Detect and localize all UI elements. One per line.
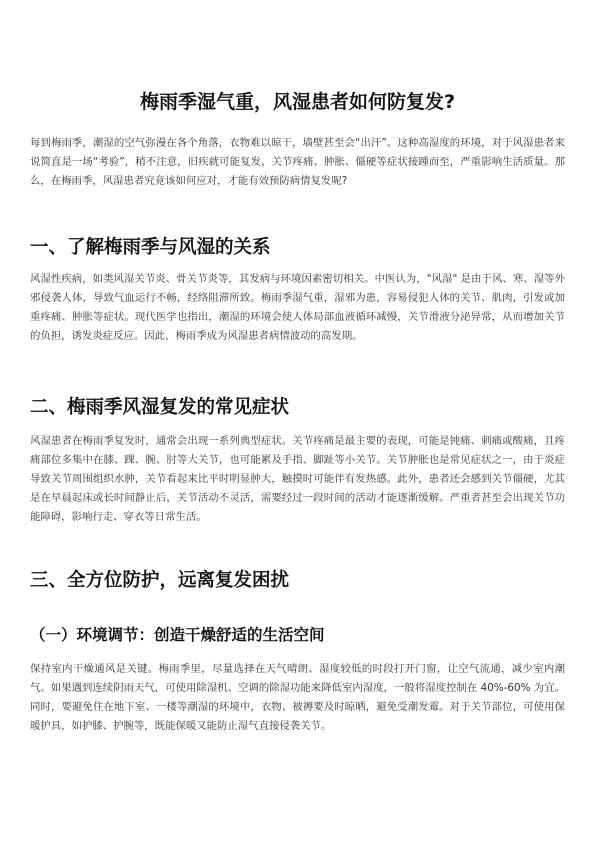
document-title: 梅雨季湿气重，风湿患者如何防复发? [139,91,456,113]
section-2-heading: 二、梅雨季风湿复发的常见症状 [30,397,290,418]
section-1-paragraph: 风湿性疾病，如类风湿关节炎、骨关节炎等，其发病与环境因素密切相关。中医认为，"风湿" 是由于风、寒、湿等外邪侵袭人体，导致气血运行不畅，经络阻滞所致。梅雨季湿气重，湿邪为患，容易侵犯人体的关节、肌肉，引发或加重疼痛、肿胀等症状。现代医学也指出，潮湿的环境会使人体局部血液循环减慢，关节滑液分泌异常，从而增加关节的负担，诱发炎症反应。因此，梅雨季成为风湿患者病情波动的高发期。 [30,273,565,342]
section-3-subheading: （一）环境调节：创造干燥舒适的生活空间 [30,626,325,644]
intro-paragraph: 每到梅雨季，潮湿的空气弥漫在各个角落，衣物难以晾干，墙壁甚至会“出汗”。这种高湿度的环境，对于风湿患者来说简直是一场“考验”，稍不注意，旧疾就可能复发，关节疼痛、肿胀、僵硬等症状接踵而至，严重影响生活质量。那么，在梅雨季，风湿患者究竟该如何应对，才能有效预防病情复发呢? [30,137,565,187]
section-2-paragraph: 风湿患者在梅雨季复发时，通常会出现一系列典型症状。关节疼痛是最主要的表现，可能是钝痛、刺痛或酸痛，且疼痛部位多集中在膝、踝、腕、肘等大关节，也可能累及手指、脚趾等小关节。关节肿胀也是常见症状之一，由于炎症导致关节周围组织水肿，关节看起来比平时明显肿大，触摸时可能伴有发热感。此外，患者还会感到关节僵硬，尤其是在早晨起床或长时间静止后，关节活动不灵活，需要经过一段时间的活动才能逐渐缓解。严重者甚至会出现关节功能障碍，影响行走、穿衣等日常生活。 [30,435,565,523]
section-3-heading: 三、全方位防护，远离复发困扰 [30,570,290,591]
section-3-paragraph: 保持室内干燥通风是关键。梅雨季里，尽量选择在天气晴朗、湿度较低的时段打开门窗，让空气流通，减少室内潮气。如果遇到连续阴雨天气，可使用除湿机、空调的除湿功能来降低室内湿度，一般将湿度控制在 40%-60% 为宜。同时，要避免住在地下室、一楼等潮湿的环境中，衣物、被褥要及时晾晒，避免受潮发霉。对于关节部位，可使用保暖护具，如护膝、护腕等，既能保暖又能防止湿气直接侵袭关节。 [30,663,565,732]
section-1-heading: 一、了解梅雨季与风湿的关系 [30,237,271,258]
